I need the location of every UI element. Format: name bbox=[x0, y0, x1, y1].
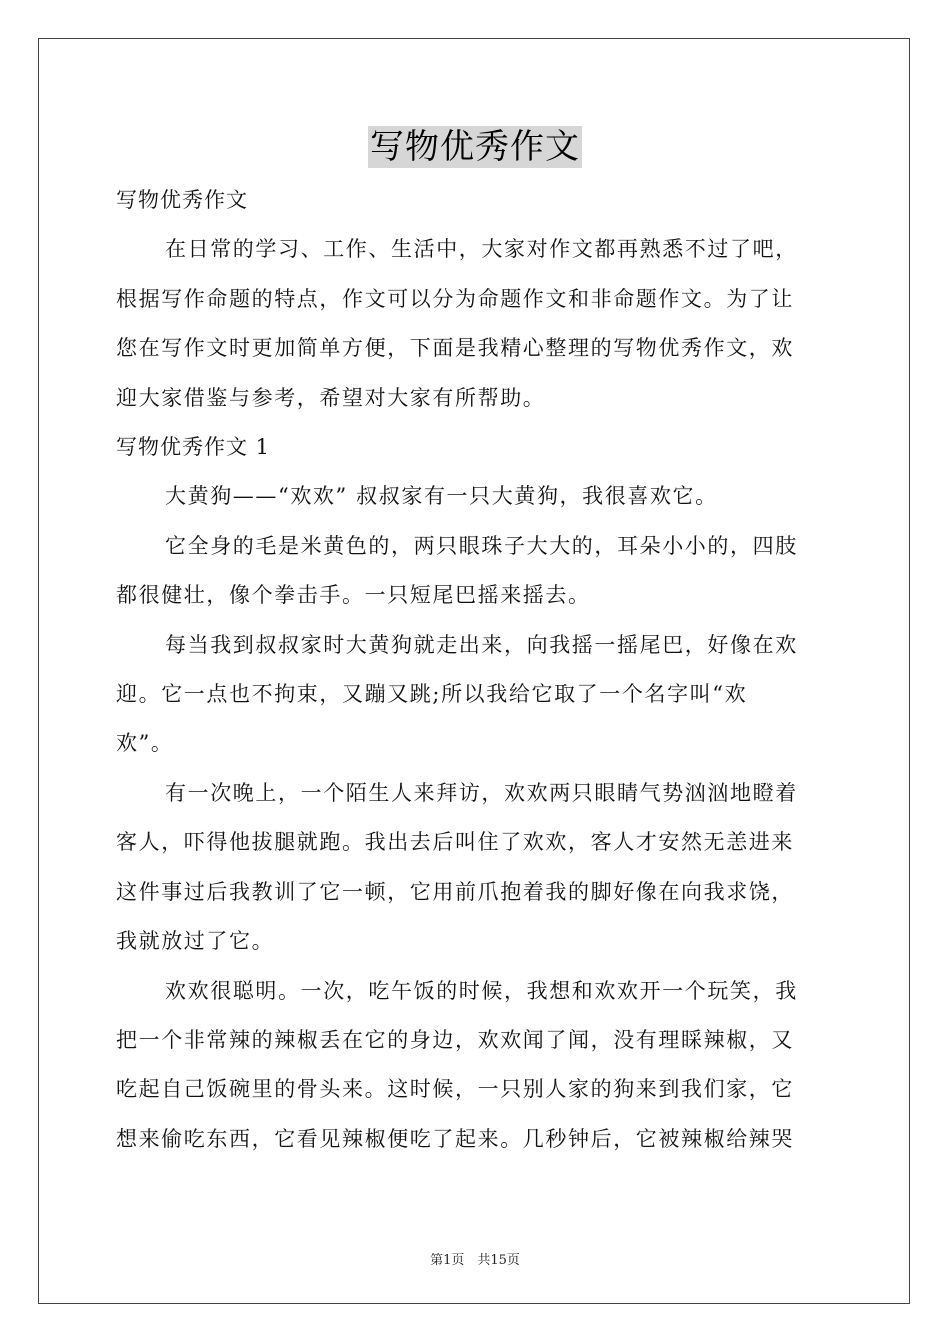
text-line: 在日常的学习、工作、生活中，大家对作文都再熟悉不过了吧， bbox=[165, 237, 798, 262]
text-line: 有一次晚上，一个陌生人来拜访，欢欢两只眼睛气势汹汹地瞪着 bbox=[165, 780, 798, 805]
text-line: 欢”。 bbox=[116, 731, 174, 756]
page-footer: 第1页 共15页 bbox=[430, 1253, 520, 1268]
text-line: 吃起自己饭碗里的骨头来。这时候，一只别人家的狗来到我们家，它 bbox=[116, 1077, 794, 1102]
text-line: 客人，吓得他拔腿就跑。我出去后叫住了欢欢，客人才安然无恙进来 bbox=[116, 830, 794, 855]
text-line: 都很健壮，像个拳击手。一只短尾巴摇来摇去。 bbox=[116, 583, 591, 608]
text-line: 大黄狗——“欢欢” 叔叔家有一只大黄狗，我很喜欢它。 bbox=[165, 484, 718, 509]
text-line: 迎大家借鉴与参考，希望对大家有所帮助。 bbox=[116, 385, 546, 410]
title-wrap bbox=[0, 126, 950, 168]
text-line: 它全身的毛是米黄色的，两只眼珠子大大的，耳朵小小的，四肢 bbox=[165, 533, 798, 558]
section-heading: 写物优秀作文 1 bbox=[116, 435, 271, 460]
text-line: 把一个非常辣的辣椒丢在它的身边，欢欢闻了闻，没有理睬辣椒，又 bbox=[116, 1027, 794, 1052]
document-body bbox=[116, 176, 836, 1164]
text-line: 每当我到叔叔家时大黄狗就走出来，向我摇一摇尾巴，好像在欢 bbox=[165, 632, 798, 657]
text-line: 根据写作命题的特点，作文可以分为命题作文和非命题作文。为了让 bbox=[116, 286, 794, 311]
document-title: 写物优秀作文 bbox=[370, 127, 580, 167]
text-line: 我就放过了它。 bbox=[116, 929, 275, 954]
text-line: 迎。它一点也不拘束，又蹦又跳;所以我给它取了一个名字叫“欢 bbox=[116, 682, 748, 707]
text-line: 欢欢很聪明。一次，吃午饭的时候，我想和欢欢开一个玩笑，我 bbox=[165, 978, 798, 1003]
text-line: 这件事过后我教训了它一顿，它用前爪抱着我的脚好像在向我求饶， bbox=[116, 879, 794, 904]
text-line: 想来偷吃东西，它看见辣椒便吃了起来。几秒钟后，它被辣椒给辣哭 bbox=[116, 1126, 794, 1151]
text-line: 您在写作文时更加简单方便，下面是我精心整理的写物优秀作文，欢 bbox=[116, 336, 794, 361]
section-heading: 写物优秀作文 bbox=[116, 188, 248, 212]
